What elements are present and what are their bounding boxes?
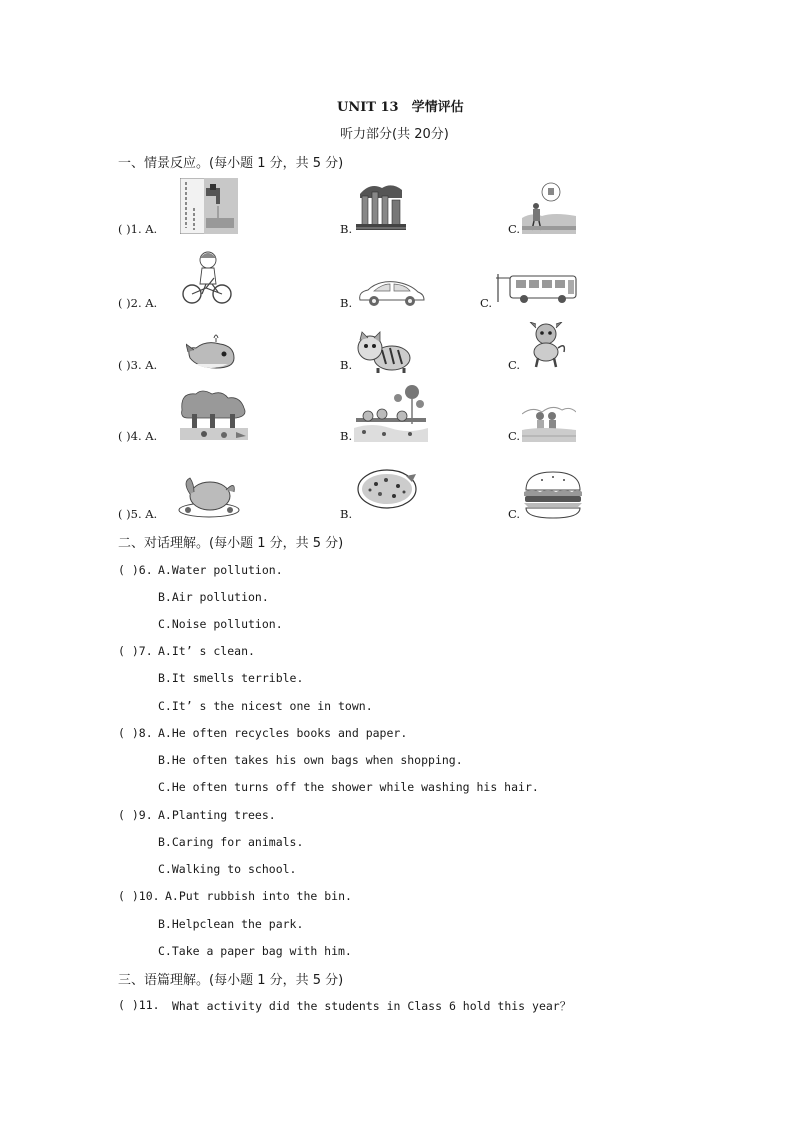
question-10-number: ( )10. (118, 889, 160, 903)
section-heading-3: 三、语篇理解。(每小题 1 分，共 5 分) (118, 973, 344, 988)
question-8-option-c: C.He often turns off the shower while washing his hair. (158, 780, 539, 794)
bicycle-rider-picture (180, 248, 234, 306)
question-5-number: ( )5. A. (118, 507, 158, 521)
faucet-sign-picture (180, 178, 238, 234)
question-11-text: What activity did the students in Class 6 hold this year？ (172, 999, 572, 1013)
question-4-number: ( )4. A. (118, 429, 158, 443)
question-6-option-b: B.Air pollution. (158, 590, 269, 604)
question-1-option-b: B. (340, 222, 353, 236)
question-9-option-b: B.Caring for animals. (158, 835, 304, 849)
question-9-number: ( )9. (118, 808, 153, 822)
question-3-option-b: B. (340, 358, 353, 372)
question-10-option-c: C.Take a paper bag with him. (158, 944, 352, 958)
children-field-picture (522, 402, 576, 442)
question-4-option-c: C. (508, 429, 521, 443)
roast-chicken-picture (178, 472, 240, 518)
hamburger-picture (522, 470, 584, 520)
question-7-number: ( )7. (118, 644, 153, 658)
section-heading-1: 一、情景反应。(每小题 1 分，共 5 分) (118, 156, 344, 171)
question-3-number: ( )3. A. (118, 358, 158, 372)
question-7-option-a: A.It’ s clean. (158, 644, 255, 658)
boy-walking-picture (522, 182, 576, 234)
question-2-option-b: B. (340, 296, 353, 310)
question-8-number: ( )8. (118, 726, 153, 740)
question-8-option-b: B.He often takes his own bags when shopping. (158, 753, 463, 767)
car-picture (356, 278, 426, 308)
section-heading-2: 二、对话理解。(每小题 1 分，共 5 分) (118, 536, 344, 551)
question-7-option-c: C.It’ s the nicest one in town. (158, 699, 373, 713)
question-2-option-c: C. (480, 296, 493, 310)
question-9-option-a: A.Planting trees. (158, 808, 276, 822)
question-11-number: ( )11. (118, 998, 160, 1012)
pizza-picture (356, 468, 418, 510)
question-2-number: ( )2. A. (118, 296, 158, 310)
question-4-option-b: B. (340, 429, 353, 443)
question-6-number: ( )6. (118, 563, 153, 577)
question-8-option-a: A.He often recycles books and paper. (158, 726, 408, 740)
children-garden-picture (354, 384, 428, 442)
question-5-option-c: C. (508, 507, 521, 521)
whale-picture (186, 330, 238, 372)
question-10-option-a: A.Put rubbish into the bin. (165, 889, 352, 903)
park-trees-picture (180, 388, 248, 440)
question-10-option-b: B.Helpclean the park. (158, 917, 304, 931)
tiger-picture (354, 328, 412, 374)
question-3-option-c: C. (508, 358, 521, 372)
page-subtitle: 听力部分(共 20分) (340, 127, 449, 142)
question-5-option-b: B. (340, 507, 353, 521)
question-1-option-c: C. (508, 222, 521, 236)
question-6-option-c: C.Noise pollution. (158, 617, 283, 631)
dog-picture (526, 322, 566, 368)
factory-smoke-picture (356, 180, 406, 232)
question-9-option-c: C.Walking to school. (158, 862, 297, 876)
page-title: UNIT 13 学情评估 (337, 100, 464, 115)
bus-picture (496, 272, 578, 304)
question-1-number: ( )1. A. (118, 222, 158, 236)
question-6-option-a: A.Water pollution. (158, 563, 283, 577)
question-7-option-b: B.It smells terrible. (158, 671, 304, 685)
